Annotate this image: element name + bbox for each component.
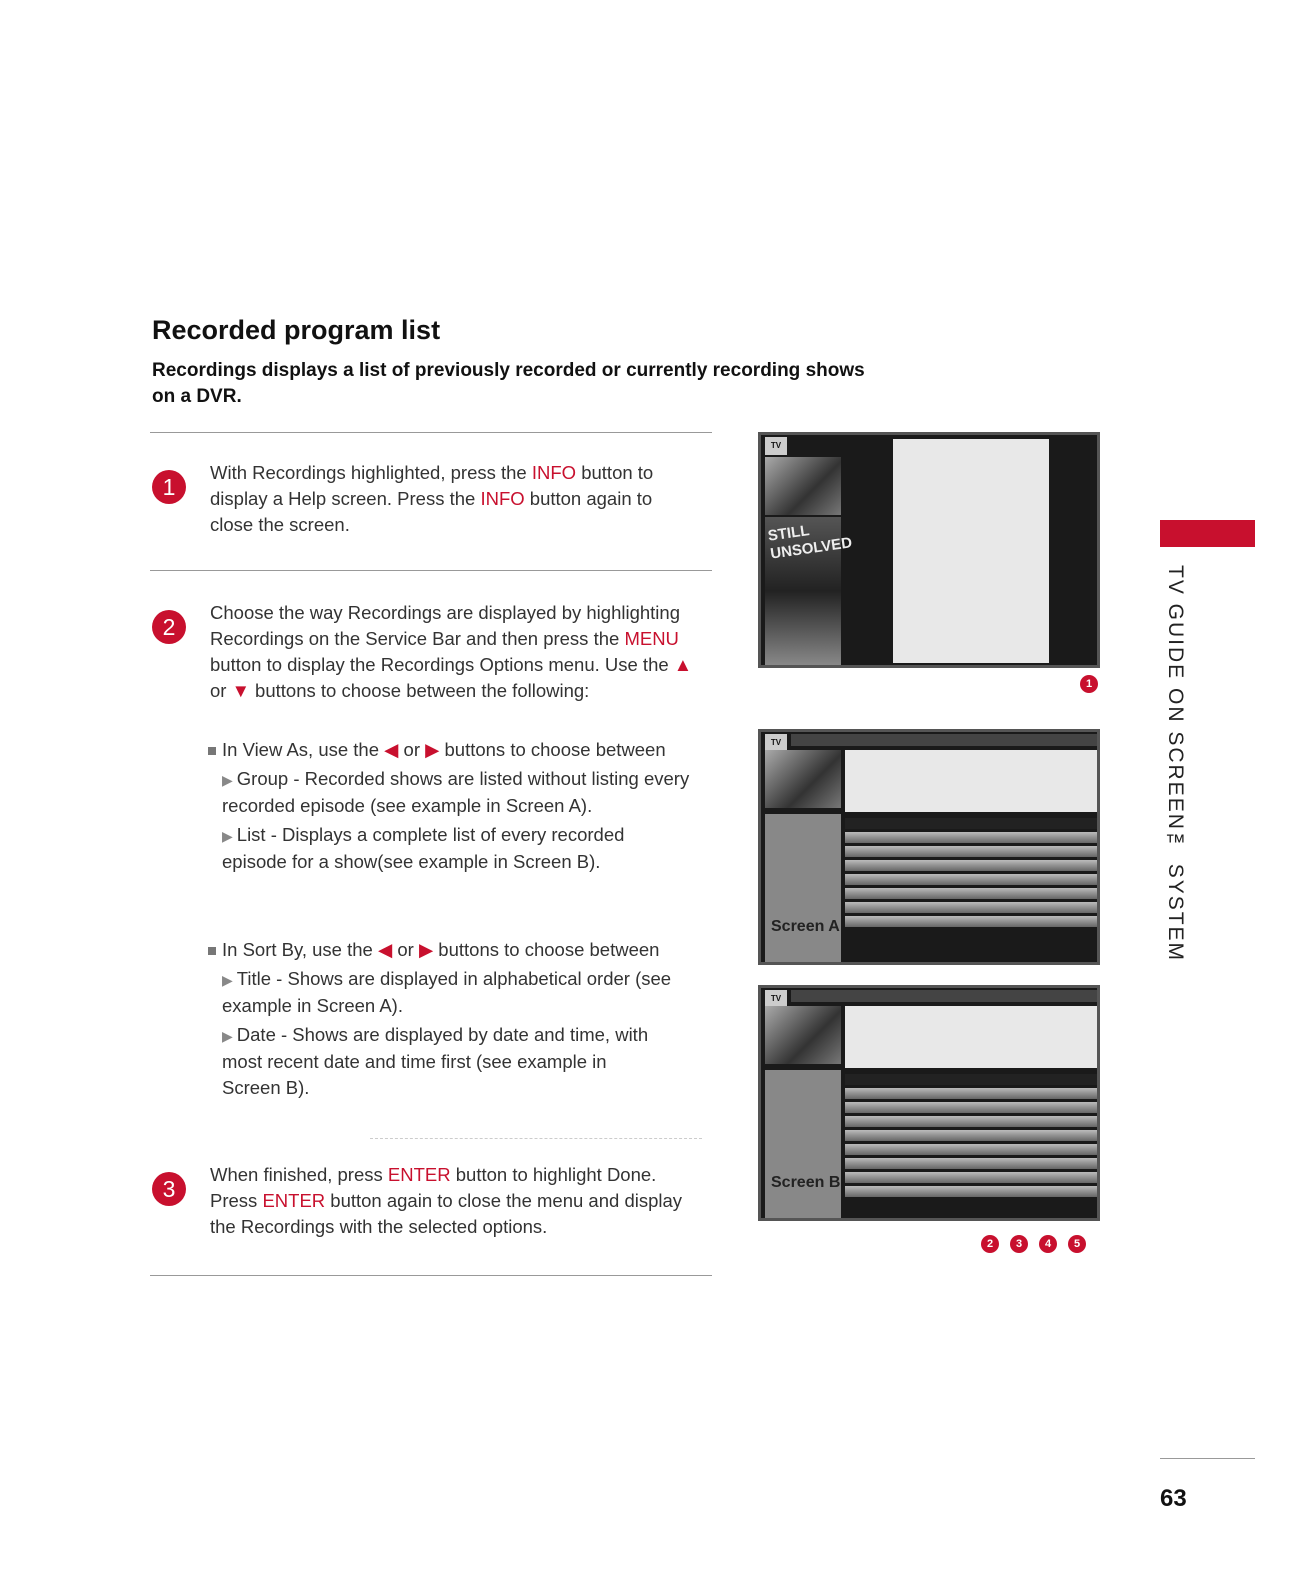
recordings-options-panel — [765, 814, 841, 962]
sort-by-option-title: ▶ Title - Shows are displayed in alphabetical order (see example in Screen A). — [222, 968, 672, 1016]
recording-row — [845, 1116, 1097, 1127]
info-key-label: INFO — [531, 462, 577, 483]
help-screen-screenshot — [758, 432, 1100, 668]
sort-by-lead: In Sort By, use the ◀ or ▶ buttons to choose between — [208, 937, 698, 963]
triangle-bullet-icon: ▶ — [222, 828, 233, 844]
section-title: TV GUIDE ON SCREEN™ SYSTEM — [1164, 565, 1187, 963]
recording-row — [845, 888, 1097, 899]
recording-row — [845, 916, 1097, 927]
triangle-bullet-icon: ▶ — [222, 772, 233, 788]
right-arrow-icon: ▶ — [418, 939, 434, 960]
service-bar — [791, 990, 1097, 1002]
divider — [150, 432, 712, 433]
view-as-option-group: ▶ Group - Recorded shows are listed without listing every recorded episode (see example in Screen A). — [222, 768, 690, 816]
marker-4: 4 — [1039, 1235, 1057, 1253]
video-thumbnail — [765, 1006, 841, 1064]
triangle-bullet-icon: ▶ — [222, 972, 233, 988]
help-panel — [845, 750, 1097, 812]
screen-b-screenshot — [758, 985, 1100, 1221]
square-bullet-icon — [208, 947, 216, 955]
left-arrow-icon: ◀ — [377, 939, 393, 960]
step-2-badge: 2 — [152, 610, 186, 644]
triangle-bullet-icon: ▶ — [222, 1028, 233, 1044]
section-tab — [1160, 520, 1255, 547]
video-thumbnail — [765, 750, 841, 808]
marker-1: 1 — [1080, 675, 1098, 693]
recording-row — [845, 832, 1097, 843]
recording-row — [845, 1172, 1097, 1183]
recording-row — [845, 1102, 1097, 1113]
down-arrow-icon: ▼ — [231, 680, 250, 701]
screen-a-screenshot — [758, 729, 1100, 965]
recording-row — [845, 1130, 1097, 1141]
step-3-text: When finished, press ENTER button to highlight Done. Press ENTER button again to close the menu and display the Recordings with the selected options. — [210, 1164, 683, 1237]
dashed-divider — [370, 1138, 702, 1139]
marker-2: 2 — [981, 1235, 999, 1253]
divider — [150, 570, 712, 571]
video-thumbnail — [765, 457, 841, 515]
step-1-badge: 1 — [152, 470, 186, 504]
screen-b-label: Screen B — [771, 1174, 841, 1191]
divider — [150, 1275, 712, 1276]
screen-a-label: Screen A — [771, 918, 840, 935]
show-poster: STILL UNSOLVED — [765, 517, 841, 665]
right-arrow-icon: ▶ — [425, 739, 440, 760]
recording-row — [845, 902, 1097, 913]
sort-by-option-date: ▶ Date - Shows are displayed by date and time, with most recent date and time first (see example in Screen B). — [222, 1024, 649, 1098]
view-as-lead: In View As, use the ◀ or ▶ buttons to choose between — [208, 737, 698, 763]
tv-guide-logo: TV — [765, 734, 787, 752]
footer-rule — [1160, 1458, 1255, 1459]
step-1-text: With Recordings highlighted, press the INFO button to display a Help screen. Press the INFO button again to close the screen. — [210, 462, 654, 535]
step-2-text: Choose the way Recordings are displayed by highlighting Recordings on the Service Bar and then press the MENU button to display the Recordings Options menu. Use the ▲ or ▼ buttons to choose between the following: — [210, 602, 693, 701]
page-number: 63 — [1160, 1485, 1187, 1512]
help-panel — [845, 1006, 1097, 1068]
info-key-label: INFO — [480, 488, 525, 509]
recording-row — [845, 1158, 1097, 1169]
marker-5: 5 — [1068, 1235, 1086, 1253]
menu-key-label: MENU — [624, 628, 679, 649]
recording-row — [845, 1088, 1097, 1099]
step-3-badge: 3 — [152, 1172, 186, 1206]
page-title: Recorded program list — [152, 315, 441, 345]
enter-key-label: ENTER — [387, 1164, 451, 1185]
recordings-header-row — [845, 1074, 1097, 1085]
recording-row — [845, 1186, 1097, 1197]
help-panel — [893, 439, 1049, 663]
marker-3: 3 — [1010, 1235, 1028, 1253]
recordings-options-panel — [765, 1070, 841, 1218]
intro-text: Recordings displays a list of previously recorded or currently recording shows on a DVR. — [152, 360, 865, 407]
left-arrow-icon: ◀ — [384, 739, 399, 760]
recording-row — [845, 860, 1097, 871]
service-bar — [791, 734, 1097, 746]
up-arrow-icon: ▲ — [673, 654, 693, 675]
view-as-option-list: ▶ List - Displays a complete list of every recorded episode for a show(see example in Screen B). — [222, 824, 625, 872]
recordings-header-row — [845, 818, 1097, 829]
recording-row — [845, 846, 1097, 857]
tv-guide-logo: TV — [765, 990, 787, 1008]
recording-row — [845, 874, 1097, 885]
enter-key-label: ENTER — [262, 1190, 326, 1211]
recording-row — [845, 1144, 1097, 1155]
square-bullet-icon — [208, 747, 216, 755]
tv-guide-logo: TV — [765, 437, 787, 455]
